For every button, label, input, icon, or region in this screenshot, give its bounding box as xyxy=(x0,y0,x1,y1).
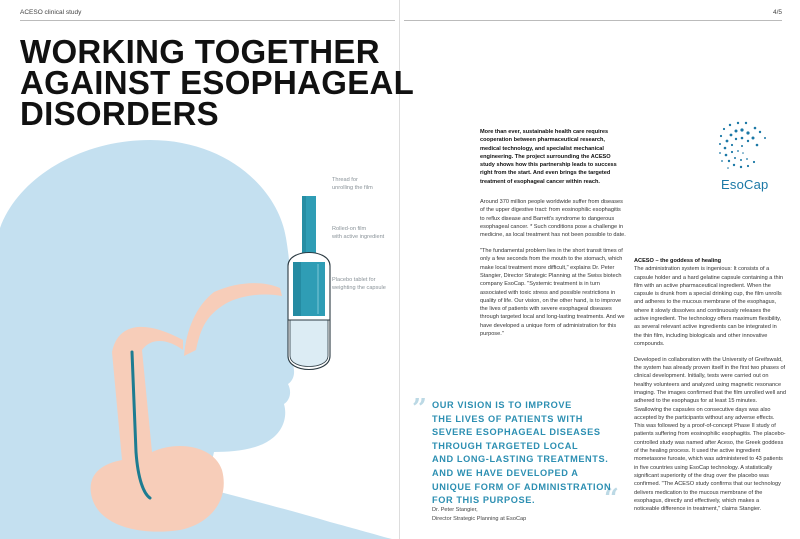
intro-paragraph-2: "The fundamental problem lies in the short transit times of only a few seconds from the mouth to the stomach, which make local treatment more difficult," explains Dr. Peter Stangier, Director Strategic Planning at the Swiss biotech company EsoCap. "Systemic treatment is in turn associated with toxic stress and possible restrictions in quality of life. Our vision, on the other hand, is to improve the lives of patients with severe esophageal diseases through targeted local and long-lasting treatments. And we have developed a unique form of administration for this purpose." xyxy=(480,248,625,338)
page-number: 4/5 xyxy=(772,9,782,16)
intro-paragraph-1: Around 370 million people worldwide suffer from diseases of the upper digestive tract: from eosinophilic esophagitis to reflux disease and Barrett's syndrome to dangerous esophageal cancer. * Such conditions pose a challenge in medicine, as local treatment has not been possible to date. xyxy=(480,199,626,239)
aceso-column xyxy=(634,257,786,521)
aceso-paragraph-2: Developed in collaboration with the University of Greifswald, the system has already proven itself in the first two phases of clinical development. Initially, tests were carried out on healthy volunteers and analyzed using magnetic resonance imaging. The images confirmed that the film unrolled well and adhered to the esophagus for at least 15 minutes. Swallowing the capsules on consecutive days was also accepted by the participants without any adverse effects. This was followed by a proof-of-concept Phase II study of patients suffering from eosinophilic esophagitis. The placebo-controlled study was named after Aceso, the Greek goddess of the healing process. It used the active ingredient mometasone furoate, which was administered to 43 patients in five countries using EsoCap technology. A statistically significant superiority of the drug over the placebo was confirmed. "The ACESO study confirms that our technology delivers medication to the mucous membrane of the esophagus, directly and effectively, which makes a noticeable difference in treatment," claims Stangier. xyxy=(634,356,786,513)
lead-paragraph: More than ever, sustainable health care requires cooperation between pharmaceutical research, medical technology, and specialist mechanical engineering. The project surrounding the ACESO study shows how this partnership leads to success right from the start. And even brings the targeted treatment of esophageal cancer within reach. xyxy=(480,129,617,185)
close-quote-icon: “ xyxy=(604,484,619,514)
esocap-dots-logo-icon xyxy=(719,122,766,169)
film-strip-shade xyxy=(302,196,306,254)
intro-column xyxy=(480,128,626,346)
running-header-left: ACESO clinical study xyxy=(20,9,82,16)
aceso-subhead: ACESO – the goddess of healing xyxy=(634,258,722,264)
open-quote-icon: ” xyxy=(412,394,427,424)
esocap-logo-text: EsoCap xyxy=(721,177,769,192)
annotation-film: Rolled-on film with active ingredient xyxy=(332,226,385,240)
annotation-placebo: Placebo tablet for weighting the capsule xyxy=(332,277,386,291)
capsule-placebo xyxy=(290,320,328,367)
quote-attribution: Dr. Peter Stangier, Director Strategic Planning at EsoCap xyxy=(432,507,527,522)
pull-quote: OUR VISION IS TO IMPROVE THE LIVES OF PATIENTS WITH SEVERE ESOPHAGEAL DISEASES THROUGH TARGETED LOCAL AND LONG-LASTING TREATMENTS. AND WE HAVE DEVELOPED A UNIQUE FORM OF ADMINISTRATION FOR THIS PURPOSE. xyxy=(432,400,612,506)
page-title: WORKING TOGETHER AGAINST ESOPHAGEAL DISORDERS xyxy=(20,33,415,132)
rolled-film-shade xyxy=(293,262,301,316)
aceso-paragraph-1: The administration system is ingenious: It consists of a capsule holder and a hard gelatine capsule containing a thin film with an active pharmaceutical ingredient. When the capsule is drunk from a special drinking cup, the film unrolls and adheres to the mucous membrane of the esophagus, where it slowly dissolves and continuously releases the active ingredient. The technology offers maximum flexibility, as several relevant active ingredients can be integrated in the thin film, including biologicals and other innovative compounds. xyxy=(634,266,783,347)
annotation-thread: Thread for unrolling the film xyxy=(332,177,373,191)
